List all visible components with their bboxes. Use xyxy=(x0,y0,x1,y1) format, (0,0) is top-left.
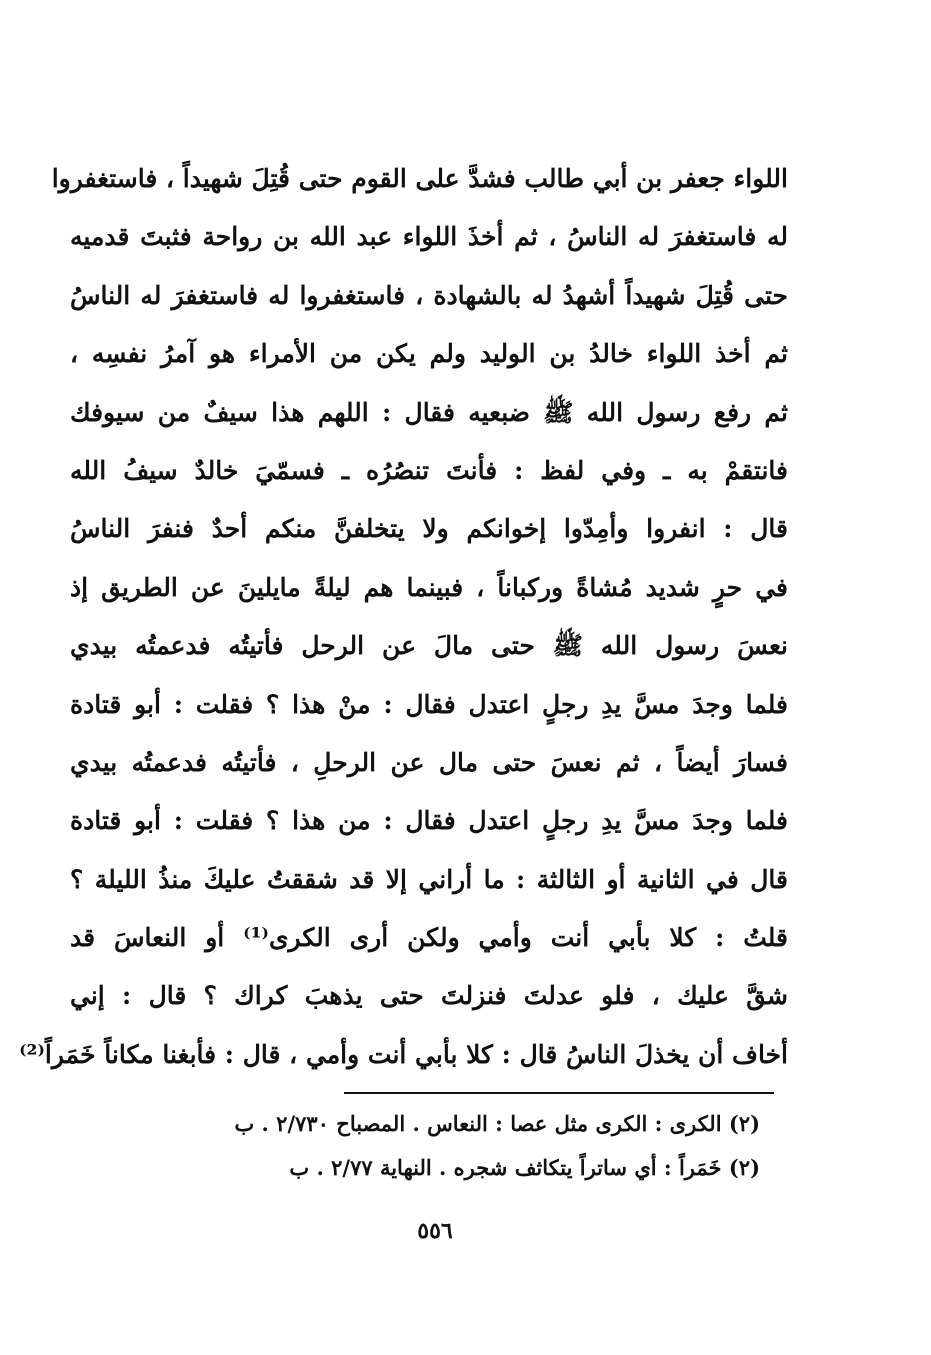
text-line: حتى قُتِلَ شهيداً أشهدُ له بالشهادة ، فاستغفروا له فاستغفرَ له الناسُ xyxy=(70,280,788,310)
text-line: في حرٍ شديد مُشاةً وركباناً ، فبينما هم ليلةً مايلينَ عن الطريق إذ xyxy=(70,572,788,602)
footnote: (٢) خَمَراً : أي ساتراً يتكاثف شجره . النهاية ٢/٧٧ . ب xyxy=(289,1155,760,1180)
page-number: ٥٥٦ xyxy=(417,1218,453,1244)
text-line: ثم أخذ اللواء خالدُ بن الوليد ولم يكن من الأمراء هو آمرُ نفسِه ، xyxy=(70,339,788,369)
text-line: اللواء جعفر بن أبي طالب فشدَّ على القوم حتى قُتِلَ شهيداً ، فاستغفروا xyxy=(51,164,788,193)
footnote: (٢) الكرى : الكرى مثل عصا : النعاس . المصباح ٢/٧٣٠ . ب xyxy=(234,1111,760,1136)
footnotes xyxy=(140,1102,760,1190)
text-line: فلما وجدَ مسَّ يدِ رجلٍ اعتدل فقال : من هذا ؟ فقلت : أبو قتادة xyxy=(70,806,788,836)
footnote-divider xyxy=(344,1092,774,1094)
text-line: فسارَ أيضاً ، ثم نعسَ حتى مال عن الرحلِ ، فأتيتُه فدعمتُه بيدي xyxy=(70,747,788,777)
text-line: نعسَ رسول الله ﷺ حتى مالَ عن الرحل فأتيتُه فدعمتُه بيدي xyxy=(70,631,788,661)
text-line: فانتقمْ به ـ وفي لفظ : فأنتَ تنصُرُه ـ فسمّيَ خالدٌ سيفُ الله xyxy=(70,455,788,485)
text-line: فلما وجدَ مسَّ يدِ رجلٍ اعتدل فقال : منْ هذا ؟ فقلت : أبو قتادة xyxy=(70,689,788,719)
text-line: قال في الثانية أو الثالثة : ما أراني إلا قد شققتُ عليكَ منذُ الليلة ؟ xyxy=(70,864,788,894)
text-line: قال : انفروا وأمِدّوا إخوانكم ولا يتخلفنَّ منكم أحدٌ فنفرَ الناسُ xyxy=(70,514,788,544)
text-line: أخاف أن يخذلَ الناسُ قال : كلا بأبي أنت وأمي ، قال : فأبغنا مكاناً خَمَراً⁽²⁾ xyxy=(19,1039,788,1069)
text-line: له فاستغفرَ له الناسُ ، ثم أخذَ اللواء عبد الله بن رواحة فثبتَ قدميه xyxy=(70,222,788,252)
text-line: شقَّ عليك ، فلو عدلتَ فنزلتَ حتى يذهبَ كراك ؟ قال : إني xyxy=(70,981,788,1011)
text-line: ثم رفع رسول الله ﷺ ضبعيه فقال : اللهم هذا سيفٌ من سيوفك xyxy=(70,397,788,427)
body-text xyxy=(19,150,789,1084)
text-line: قلتُ : كلا بأبي أنت وأمي ولكن أرى الكرى⁽¹⁾ أو النعاسَ قد xyxy=(70,923,789,953)
